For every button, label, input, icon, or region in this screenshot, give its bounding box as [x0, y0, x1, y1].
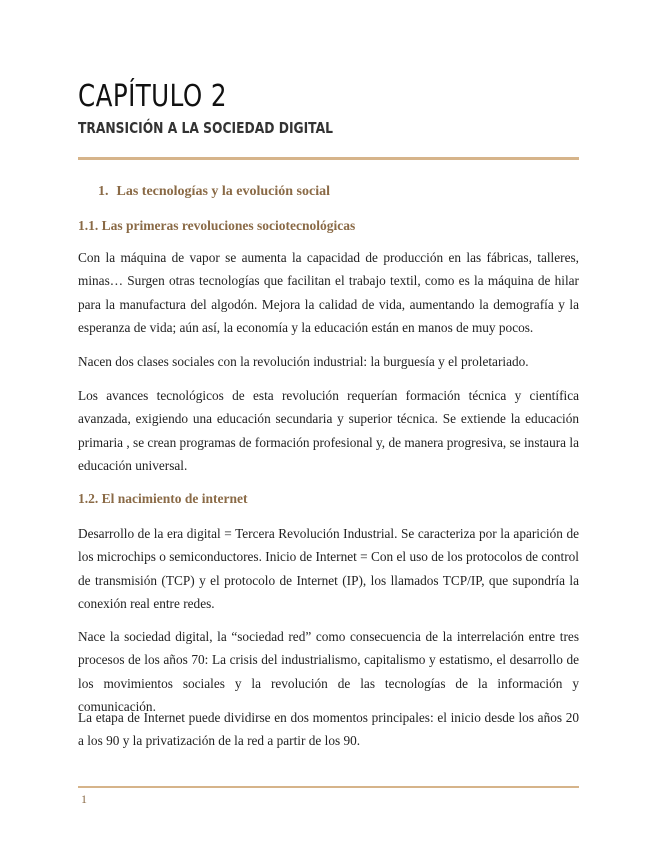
subsection-heading-1-2: 1.2. El nacimiento de internet	[78, 491, 248, 506]
section-heading	[98, 183, 330, 201]
subsection-heading-1-1: 1.1. Las primeras revoluciones sociotecnológicas	[78, 218, 356, 233]
paragraph: La etapa de Internet puede dividirse en dos momentos principales: el inicio desde los años 20 a los 90 y la privatización de la red a partir de los 90.	[78, 710, 579, 749]
paragraph: Nace la sociedad digital, la “sociedad red” como consecuencia de la interrelación entre tres procesos de los años 70: La crisis del industrialismo, capitalismo y estatismo, el desarrollo de los movimientos sociales y la revolución de las tecnologías de la información y comunicación.	[78, 629, 579, 714]
document-page	[78, 0, 579, 848]
section-title: Las tecnologías y la evolución social	[116, 184, 330, 199]
paragraph: Desarrollo de la era digital = Tercera Revolución Industrial. Se caracteriza por la aparición de los microchips o semiconductores. Inicio de Internet = Con el uso de los protocolos de control de transmisión (TCP) y el protocolo de Internet (IP), los llamados TCP/IP, que supondría la conexión real entre redes.	[78, 526, 579, 611]
page-number: 1	[81, 792, 87, 806]
paragraph: Con la máquina de vapor se aumenta la capacidad de producción en las fábricas, talleres, minas… Surgen otras tecnologías que facilitan el trabajo textil, como es la máquina de hilar para la manufactura del algodón. Mejora la calidad de vida, aumentando la demografía y la esperanza de vida; aún así, la economía y la educación están en manos de muy pocos.	[78, 250, 579, 335]
header-divider	[78, 157, 579, 160]
chapter-subtitle: TRANSICIÓN A LA SOCIEDAD DIGITAL	[78, 119, 333, 137]
chapter-title: CAPÍTULO 2	[78, 79, 227, 114]
paragraph: Nacen dos clases sociales con la revolución industrial: la burguesía y el proletariado.	[78, 354, 529, 369]
footer-divider	[78, 786, 579, 788]
section-number: 1.	[98, 184, 109, 199]
paragraph: Los avances tecnológicos de esta revolución requerían formación técnica y científica avanzada, exigiendo una educación secundaria y superior técnica. Se extiende la educación primaria , se crean programas de formación profesional y, de manera progresiva, se instaura la educación universal.	[78, 388, 579, 473]
